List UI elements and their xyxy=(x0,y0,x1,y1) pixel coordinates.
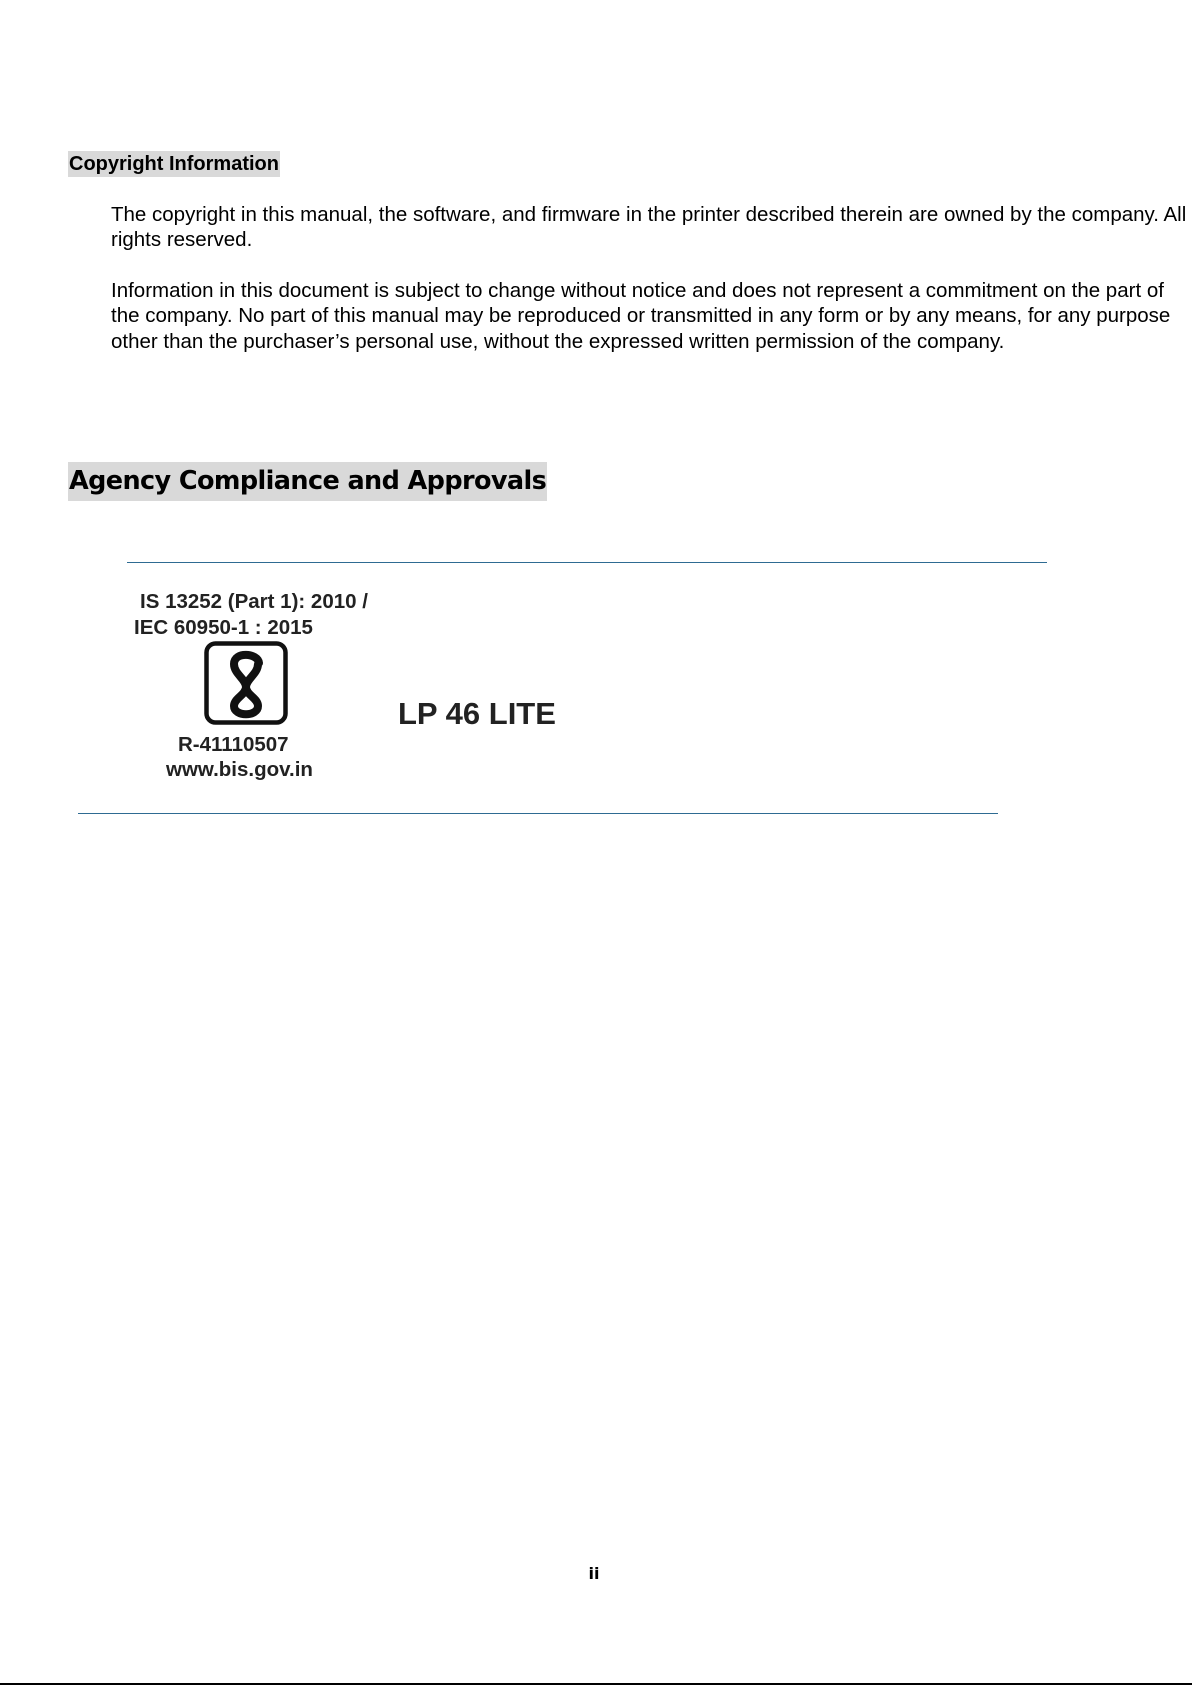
certification-website: www.bis.gov.in xyxy=(166,758,313,781)
copyright-heading: Copyright Information xyxy=(69,153,279,175)
copyright-paragraph-notice: Information in this document is subject to change without notice and does not represent a commitment on the part of the company. No part of this manual may be reproduced or transmitted in any form or by any means, for any purpose other than the purchaser’s personal use, without the expressed written permission of the company. xyxy=(111,279,1171,353)
certification-standard-line-1: IS 13252 (Part 1): 2010 / xyxy=(140,590,368,613)
certification-bottom-divider xyxy=(78,813,998,814)
copyright-paragraph-ownership: The copyright in this manual, the software, and firmware in the printer described therein are owned by the company. All rights reserved. xyxy=(111,203,1187,252)
agency-compliance-heading: Agency Compliance and Approvals xyxy=(68,462,547,501)
page-number: ii xyxy=(588,1564,600,1583)
certification-top-divider xyxy=(127,562,1047,563)
bis-standard-mark-icon xyxy=(204,641,288,725)
page-bottom-edge xyxy=(0,1683,1192,1685)
certification-standard-line-2: IEC 60950-1 : 2015 xyxy=(134,616,313,639)
certified-model-name: LP 46 LITE xyxy=(398,696,556,731)
certification-registration-number: R-41110507 xyxy=(178,733,289,756)
